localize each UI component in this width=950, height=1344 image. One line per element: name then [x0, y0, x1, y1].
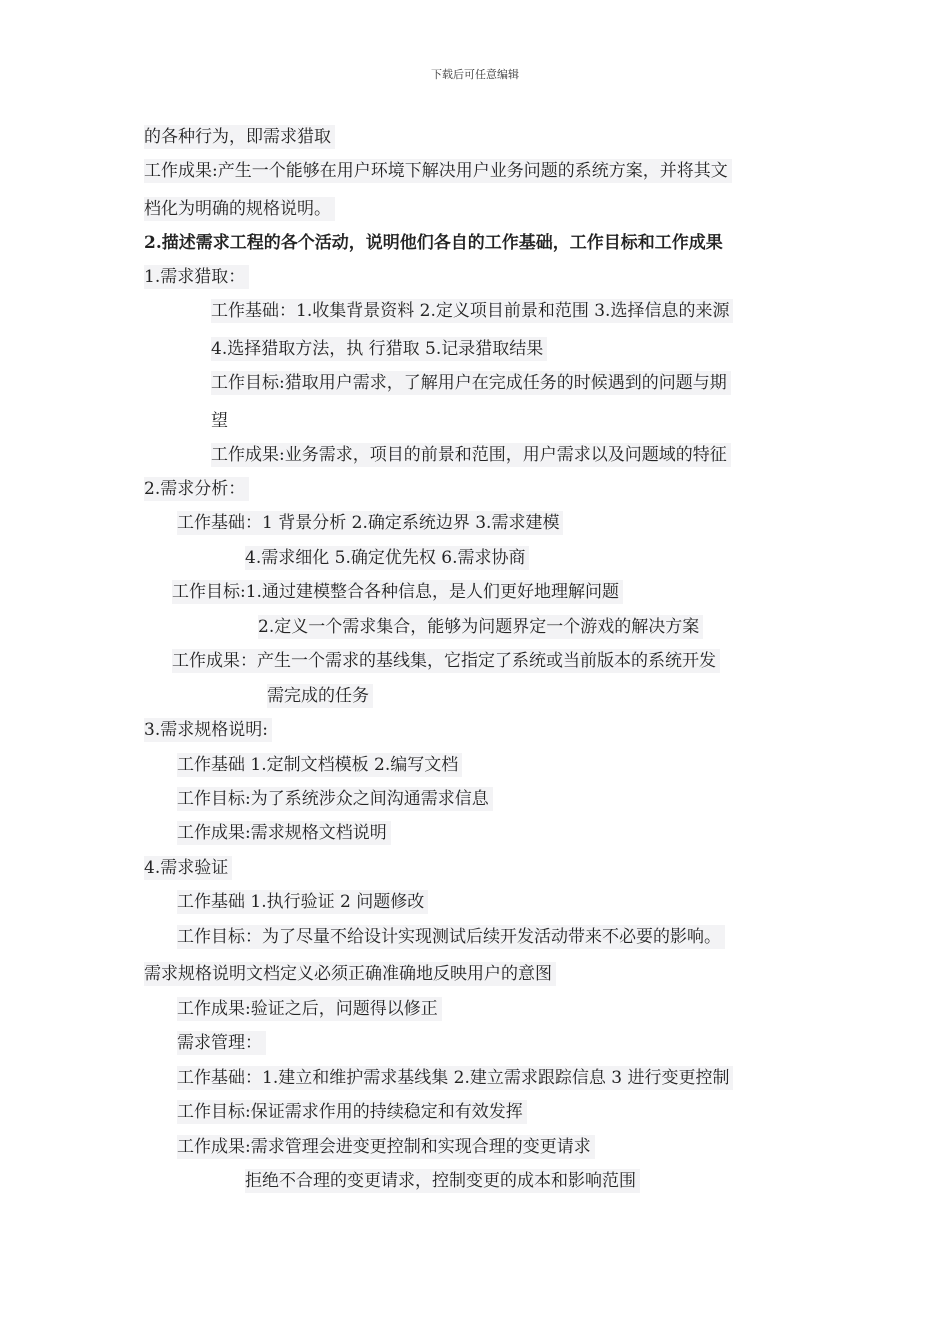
subsection-title: 3.需求规格说明: [144, 718, 272, 742]
text-line: 工作基础：1.建立和维护需求基线集 2.建立需求跟踪信息 3 进行变更控制 [177, 1066, 733, 1090]
text-line: 2.定义一个需求集合，能够为问题界定一个游戏的解决方案 [258, 615, 703, 639]
text-line: 望 [211, 411, 228, 431]
text-line: 工作目标:保证需求作用的持续稳定和有效发挥 [177, 1100, 527, 1124]
subsection-title: 4.需求验证 [144, 856, 232, 880]
text-line: 4.需求细化 5.确定优先权 6.需求协商 [245, 546, 529, 570]
text-line: 工作成果:业务需求，项目的前景和范围，用户需求以及问题域的特征 [211, 443, 731, 467]
subsection-title: 2.需求分析： [144, 477, 249, 501]
text-line: 工作目标：为了尽量不给设计实现测试后续开发活动带来不必要的影响。 [177, 925, 725, 949]
text-line: 需完成的任务 [267, 684, 373, 708]
text-line: 工作基础 1.定制文档模板 2.编写文档 [177, 753, 462, 777]
subsection-title: 需求管理： [177, 1031, 266, 1055]
text-line: 工作成果:验证之后，问题得以修正 [177, 997, 442, 1021]
text-line: 档化为明确的规格说明。 [144, 197, 335, 221]
text-line: 的各种行为，即需求猎取 [144, 125, 335, 149]
text-line: 拒绝不合理的变更请求，控制变更的成本和影响范围 [245, 1169, 640, 1193]
text-line: 需求规格说明文档定义必须正确准确地反映用户的意图 [144, 962, 556, 986]
text-line: 工作目标:猎取用户需求，了解用户在完成任务的时候遇到的问题与期 [211, 371, 731, 395]
text-line: 工作成果:需求管理会进变更控制和实现合理的变更请求 [177, 1135, 595, 1159]
text-line: 工作基础：1 背景分析 2.确定系统边界 3.需求建模 [177, 511, 563, 535]
text-line: 工作成果：产生一个需求的基线集，它指定了系统或当前版本的系统开发 [172, 649, 720, 673]
text-line: 工作目标:为了系统涉众之间沟通需求信息 [177, 787, 493, 811]
text-line: 工作基础 1.执行验证 2 问题修改 [177, 890, 428, 914]
subsection-title: 1.需求猎取： [144, 265, 249, 289]
text-line: 工作基础：1.收集背景资料 2.定义项目前景和范围 3.选择信息的来源 [211, 299, 733, 323]
text-line: 工作成果:需求规格文档说明 [177, 821, 391, 845]
section-heading: 2.描述需求工程的各个活动，说明他们各自的工作基础，工作目标和工作成果 [144, 233, 723, 253]
text-line: 工作成果:产生一个能够在用户环境下解决用户业务问题的系统方案，并将其文 [144, 159, 732, 183]
text-line: 4.选择猎取方法，执 行猎取 5.记录猎取结果 [211, 337, 547, 361]
page-header: 下载后可任意编辑 [431, 68, 519, 81]
text-line: 工作目标:1.通过建模整合各种信息，是人们更好地理解问题 [172, 580, 623, 604]
